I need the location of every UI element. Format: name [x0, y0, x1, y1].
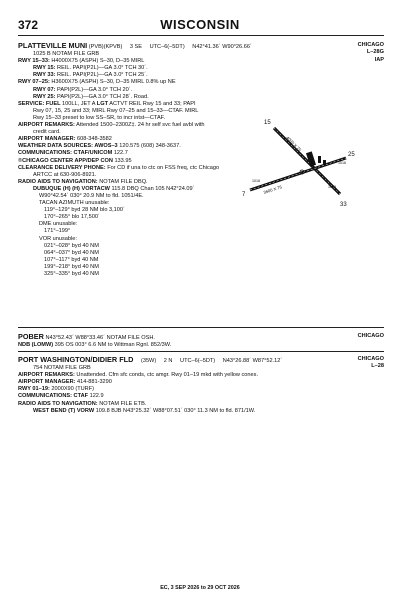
navaid-note: 199°–218° byd 40 NM — [44, 263, 99, 270]
chart-reference: CHICAGO — [357, 42, 384, 48]
sub: CTAF/UNICOM — [71, 150, 113, 157]
pober-ndb — [18, 342, 384, 349]
label: AIRPORT MANAGER: — [18, 136, 76, 143]
airport-entry-port-washington — [18, 356, 384, 415]
label: RWY 07: — [33, 86, 56, 93]
navaid-note: 119°–129° byd 28 NM blo 3,100´ — [44, 207, 125, 214]
label: DUBUQUE (H) (H) VORTACW — [33, 185, 110, 192]
hangar-building — [318, 156, 321, 163]
sub: AWOS–3 — [93, 143, 118, 150]
airport-name[interactable]: PORT WASHINGTON/DIDIER FLD — [18, 355, 134, 364]
service-line — [18, 101, 384, 108]
value: REIL. PAPI(P2L)—GA 3.0° TCH 25´. — [55, 72, 148, 79]
sub: CTAF — [71, 393, 89, 400]
label: COMMUNICATIONS: — [18, 150, 72, 157]
fuel-value: 100LL, JET A — [60, 100, 97, 107]
label: RWY 15: — [33, 65, 56, 72]
airport-dist: 2 N — [163, 358, 173, 364]
chart-reference: CHICAGO — [357, 356, 384, 362]
navaid-dubuque-2: W90°42.54´ 030° 20.9 NM to fld. 1051/4E. — [39, 192, 144, 199]
service-line-3: Rwy 15–33 preset to low SS–SR, to incr intst—CTAF. — [33, 114, 166, 121]
elevation-label: 1009 — [328, 185, 336, 189]
apron-area — [306, 151, 316, 166]
label: RWY 15–33: — [18, 58, 50, 65]
airport-name[interactable]: PLATTEVILLE MUNI — [18, 41, 88, 50]
navaid-note: TACAN AZIMUTH unusable: — [39, 200, 110, 207]
airport-coords: N43°26.88´ W87°52.12´ — [222, 358, 283, 364]
value: 133.95 — [112, 157, 132, 164]
airport-utc: UTC–6(–5DT) — [180, 358, 216, 364]
pober-title-line — [18, 333, 384, 342]
value: 120.575 (608) 348-3637. — [117, 143, 181, 150]
navaid-west-bend — [18, 408, 384, 415]
navaid-note: 170°–265° blo 17,500´ — [44, 214, 100, 221]
label: RADIO AIDS TO NAVIGATION: — [18, 178, 98, 185]
airport-utc: UTC–6(–5DT) — [149, 44, 185, 50]
label: AIRPORT REMARKS: — [18, 372, 75, 379]
value: 414-881-3290 — [75, 379, 112, 386]
state-heading: WISCONSIN — [160, 17, 240, 32]
value: H3600X75 (ASPH) S–30, D–35 MIRL 0.8% up NE — [49, 79, 176, 86]
navaid-note: 107°–117° byd 40 NM — [44, 256, 99, 263]
airport-elev-line: 754 NOTAM FILE GRB — [33, 365, 91, 372]
pober-name[interactable]: POBER — [18, 332, 44, 341]
label: WEST BEND (T) VORW — [33, 407, 95, 414]
value: PAPI(P2L)—GA 3.0° TCH 20´. — [55, 86, 133, 93]
page-number: 372 — [18, 18, 39, 32]
value: Attended 1500–2300Z‡. 24 hr self svc fuel avbl with — [74, 122, 205, 129]
chart-reference: CHICAGO — [357, 333, 384, 339]
label: AIRPORT REMARKS: — [18, 122, 75, 129]
runway-01-19 — [18, 386, 384, 393]
navaid-note: VOR unusable: — [39, 235, 77, 242]
label: NDB (LOMW) — [18, 342, 54, 349]
navaid-note: 064°–037° byd 40 NM — [44, 249, 99, 256]
airport-coords: N42°41.36´ W90°26.66´ — [192, 44, 252, 50]
communications — [18, 393, 384, 400]
hangar-building — [323, 160, 326, 165]
radio-aids — [18, 401, 384, 408]
label: CHICAGO CENTER APP/DEP CON — [22, 157, 113, 164]
label: COMMUNICATIONS: — [18, 393, 72, 400]
runway-15-33 — [18, 58, 384, 65]
airport-diagram-svg — [240, 116, 360, 216]
value: For CD if una to ctc on FSS freq, ctc Chicago — [105, 164, 220, 171]
pober-text: N43°52.43´ W88°33.46´ NOTAM FILE OSH. — [43, 335, 155, 341]
airport-dist: 3 SE — [129, 44, 143, 50]
runway-33 — [18, 72, 384, 79]
value: 115.8 DBQ Chan 105 N42°24.09´ — [109, 185, 195, 192]
chart-reference-low: L–28G — [366, 49, 384, 55]
label: CLEARANCE DELIVERY PHONE: — [18, 164, 106, 171]
navaid-note: 171°–199° — [44, 228, 71, 235]
runway-15 — [18, 65, 384, 72]
airport-manager — [18, 379, 384, 386]
runway-end-7: 7 — [242, 192, 246, 198]
airport-ids: (PVB)(KPVB) — [88, 44, 123, 50]
runway-07 — [18, 87, 384, 94]
entry-divider — [18, 327, 384, 328]
label: RADIO AIDS TO NAVIGATION: — [18, 400, 98, 407]
clearance-delivery-2: ARTCC at 630-906-8921. — [33, 171, 97, 178]
airport-title-line — [18, 42, 384, 51]
value: 608-348-3582 — [75, 136, 112, 143]
airport-remarks-2: credit card. — [33, 129, 61, 136]
label: AIRPORT MANAGER: — [18, 379, 76, 386]
elevation-label: 1016 — [338, 161, 346, 165]
airport-diagram — [240, 116, 360, 216]
value: Unattended. Cfm sfc conds, ctc amgr. Rwy 01–19 mkd with yellow cones. — [74, 372, 258, 379]
service-line-2: Rwy 07, 15, 25 and 33; MIRL Rwy 07–25 and 15–33—CTAF. MIRL — [33, 107, 199, 114]
label: RWY 01–19: — [18, 386, 50, 393]
value: NOTAM FILE ETB. — [97, 400, 147, 407]
label: RWY 33: — [33, 72, 56, 79]
page-footer: EC, 3 SEP 2026 to 29 OCT 2026 — [160, 585, 240, 591]
navaid-note: 325°–335° byd 40 NM — [44, 271, 99, 277]
value: REIL. PAPI(P2L)—GA 3.0° TCH 30´. — [55, 65, 148, 72]
navaid-note: DME unusable: — [39, 221, 78, 228]
value: NOTAM FILE DBQ. — [97, 178, 148, 185]
entry-divider — [18, 351, 384, 352]
service-label: SERVICE: — [18, 100, 45, 107]
runway-dimension-07-25: 3600 X 75 — [262, 184, 283, 195]
airport-ids: (35W) — [140, 358, 157, 364]
runway-end-25: 25 — [348, 152, 355, 158]
value: 109.8 BJB N43°25.32´ W88°07.51´ 030° 11.3 NM to fld. 871/1W. — [94, 407, 256, 414]
airport-remarks — [18, 372, 384, 379]
elevation-label: 1018 — [252, 179, 260, 183]
approach-symbol: ® — [18, 157, 23, 164]
value: 395 OS 003° 6.6 NM to Wittman Rgnl. 852/3W. — [53, 342, 172, 349]
navaid-note: 021°–028° byd 40 NM — [44, 242, 99, 249]
chart-reference-iap: IAP — [374, 57, 384, 63]
value: PAPI(P2L)—GA 3.0° TCH 28´. Road. — [55, 93, 149, 100]
runway-dimension-15-33: 4000 X 75 — [285, 135, 303, 153]
runway-end-15: 15 — [264, 120, 271, 126]
runway-end-33: 33 — [340, 202, 347, 208]
value: 122.7 — [112, 150, 128, 157]
runway-25 — [18, 94, 384, 101]
value: H4000X75 (ASPH) S–30, D–35 MIRL — [49, 58, 145, 65]
lgt-value: ACTVT REIL Rwy 15 and 33; PAPI — [107, 100, 196, 107]
chart-reference-low: L–28 — [371, 363, 384, 369]
airport-elev-line: 1025 B NOTAM FILE GRB — [33, 51, 100, 58]
runway-07-25 — [18, 79, 384, 86]
lgt-label: LGT — [96, 100, 108, 107]
fuel-label: FUEL — [45, 100, 61, 107]
value: 122.9 — [88, 393, 104, 400]
label: RWY 25: — [33, 93, 56, 100]
label: RWY 07–25: — [18, 79, 50, 86]
header-rule — [18, 35, 384, 36]
airport-title-line — [18, 356, 384, 365]
value: 2000X90 (TURF) — [49, 386, 94, 393]
label: WEATHER DATA SOURCES: — [18, 143, 93, 150]
navaid-entry-pober — [18, 333, 384, 349]
